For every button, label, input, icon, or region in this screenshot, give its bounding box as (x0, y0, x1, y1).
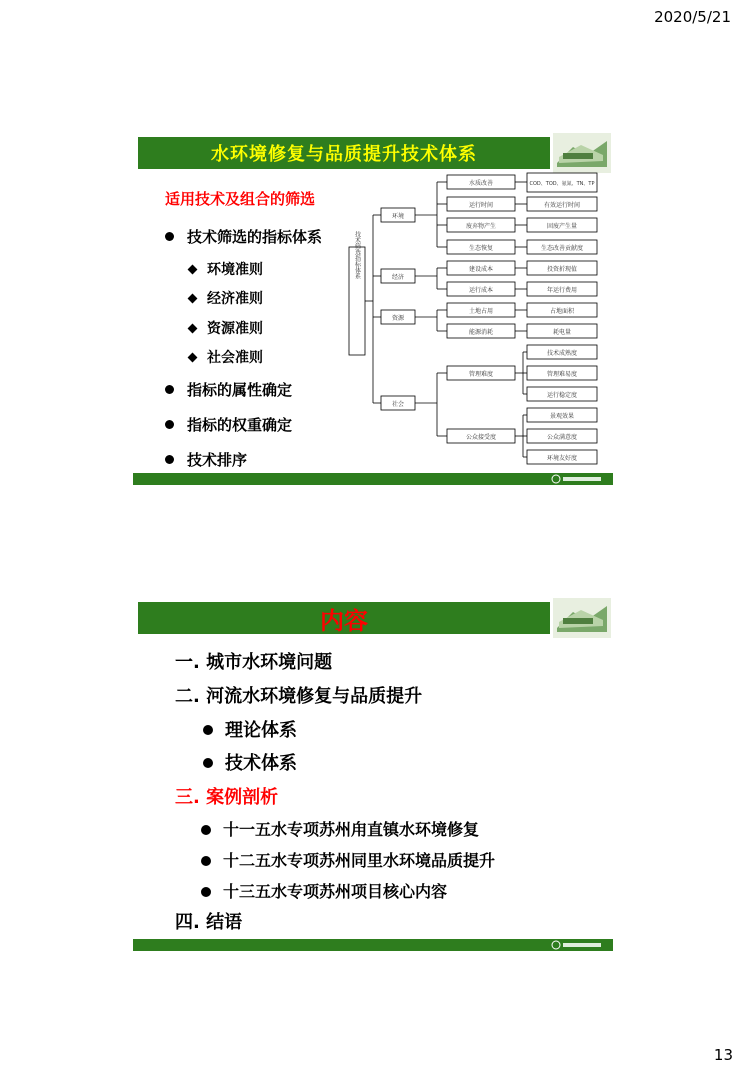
page-number: 13 (713, 1046, 733, 1064)
list-item (189, 318, 263, 338)
tree-node-label: 土地占用 (468, 308, 494, 315)
tree-leaf-label: 技术成熟度 (546, 350, 578, 357)
tree-node-label: 运行时间 (468, 202, 494, 209)
list-item (203, 716, 297, 742)
bullet-icon (165, 232, 174, 241)
tree-node-label: 水质改善 (468, 180, 494, 187)
diamond-bullet-icon (188, 323, 198, 333)
tree-node-label: 管理难度 (468, 371, 494, 378)
list-item (189, 288, 263, 308)
slide1-subtitle: 适用技术及组合的筛选 (165, 190, 316, 208)
tree-root-label: 技术筛选指标体系 (353, 231, 361, 279)
list-item (201, 848, 495, 871)
tree-node-label: 生态恢复 (468, 245, 494, 252)
list-item: 二. 河流水环境修复与品质提升 (175, 686, 423, 707)
bullet-icon (201, 887, 211, 897)
list-item-text: 资源准则 (207, 321, 263, 337)
tree-leaf-label: 投资折现值 (546, 266, 578, 273)
list-item (201, 879, 447, 902)
list-item-text: 十一五水专项苏州甪直镇水环境修复 (223, 820, 480, 839)
list-item-text: 十三五水专项苏州项目核心内容 (223, 882, 448, 901)
tree-leaf-label: 固废产生量 (546, 223, 578, 230)
slide-title: 内容 (320, 606, 368, 635)
footer-logo-icon (551, 940, 603, 950)
tree-node-label: 能源消耗 (468, 329, 494, 336)
slide-title-bar (138, 602, 550, 634)
slide-thumbnail-1 (133, 133, 613, 485)
list-item (203, 749, 297, 775)
slide-footer-bar (133, 473, 613, 485)
list-item-text: 技术排序 (187, 451, 248, 469)
slide-footer-bar (133, 939, 613, 951)
list-item (165, 414, 292, 435)
bullet-icon (203, 725, 213, 735)
tree-group-label: 经济 (391, 274, 405, 281)
bullet-icon (201, 856, 211, 866)
footer-logo-icon (551, 474, 603, 484)
tree-leaf-label: 占地面积 (549, 308, 575, 315)
list-item (201, 817, 479, 840)
list-item-text: 社会准则 (207, 350, 263, 366)
university-logo-icon (553, 598, 611, 638)
tree-node-label: 运行成本 (468, 287, 494, 294)
slide-thumbnail-2 (133, 598, 613, 952)
print-date: 2020/5/21 (654, 8, 731, 26)
list-item (189, 259, 263, 279)
tree-group-label: 环境 (391, 213, 405, 220)
tree-node-label: 建设成本 (468, 266, 494, 273)
tree-leaf-label: COD、TOD、氨氮、TN、TP (529, 181, 595, 187)
list-item-text: 技术体系 (225, 753, 297, 774)
list-item (165, 379, 292, 400)
list-item: 四. 结语 (175, 912, 243, 933)
list-item-text: 十二五水专项苏州同里水环境品质提升 (223, 851, 496, 870)
bullet-icon (203, 758, 213, 768)
list-item-text: 环境准则 (207, 262, 263, 278)
list-item-text: 经济准则 (207, 291, 263, 307)
tree-group-label: 社会 (391, 401, 405, 408)
tree-leaf-label: 管理难易度 (546, 371, 578, 378)
list-item: 一. 城市水环境问题 (175, 652, 333, 673)
tree-leaf-label: 年运行费用 (546, 287, 578, 294)
tree-node-label: 公众接受度 (465, 434, 497, 441)
list-item-text: 技术筛选的指标体系 (187, 228, 323, 246)
list-item (189, 347, 263, 367)
list-item (165, 226, 322, 247)
bullet-icon (165, 455, 174, 464)
tree-leaf-label: 耗电量 (552, 329, 572, 336)
bullet-icon (165, 420, 174, 429)
list-item: 三. 案例剖析 (175, 787, 279, 808)
tree-leaf-label: 有效运行时间 (543, 202, 581, 209)
indicator-tree-diagram (345, 171, 605, 471)
tree-leaf-label: 运行稳定度 (546, 392, 578, 399)
tree-leaf-label: 公众满意度 (546, 434, 578, 441)
university-logo-icon (553, 133, 611, 173)
slide-title-bar (138, 137, 550, 169)
slide-title: 水环境修复与品质提升技术体系 (211, 144, 477, 165)
list-item-text: 指标的权重确定 (187, 416, 293, 434)
diamond-bullet-icon (188, 293, 198, 303)
bullet-icon (165, 385, 174, 394)
diamond-bullet-icon (188, 264, 198, 274)
tree-leaf-label: 景观效果 (549, 413, 575, 420)
tree-group-label: 资源 (391, 315, 405, 322)
tree-node-label: 废弃物产生 (465, 223, 497, 230)
list-item (165, 449, 247, 470)
tree-leaf-label: 环境友好度 (546, 455, 578, 462)
bullet-icon (201, 825, 211, 835)
diamond-bullet-icon (188, 352, 198, 362)
list-item-text: 指标的属性确定 (187, 381, 293, 399)
tree-leaf-label: 生态改善贡献度 (540, 245, 584, 252)
list-item-text: 理论体系 (225, 720, 297, 741)
